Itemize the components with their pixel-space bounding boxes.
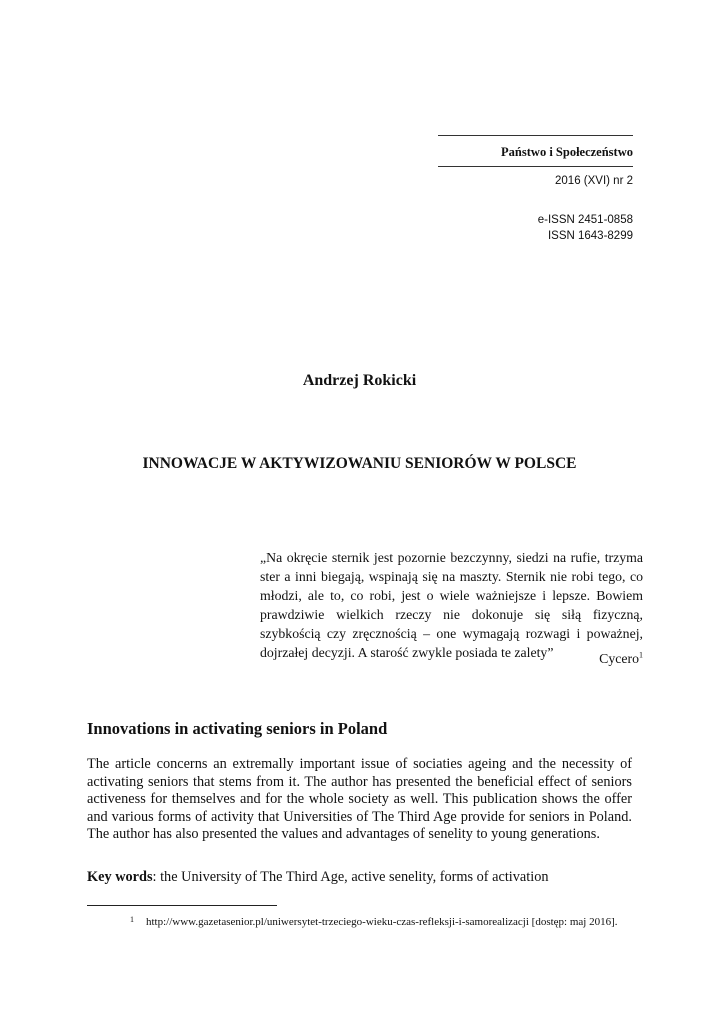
footnote-reference: 1	[639, 650, 643, 660]
english-heading: Innovations in activating seniors in Poland	[87, 719, 388, 738]
abstract-text: The article concerns an extremally important issue of sociaties ageing and the necessity of activating seniors that stems from it. The author has presented the beneficial effect of seniors activeness for themselves and for the whole society as well. This publication shows the offer and various forms of activity that Universities of The Third Age provide for seniors in Poland. The author has also presented the values and advantages of senelity to young generations.	[87, 756, 632, 842]
footnote-separator	[87, 905, 277, 906]
article-title: INNOWACJE W AKTYWIZOWANIU SENIORÓW W POLSCE	[142, 455, 577, 472]
footnote-number: 1	[130, 915, 134, 924]
keywords-text: : the University of The Third Age, active senelity, forms of activation	[152, 869, 549, 885]
footnote-text: http://www.gazetasenior.pl/uniwersytet-trzeciego-wieku-czas-refleksji-i-samorealizacji [dostęp: maj 2016].	[146, 916, 618, 928]
journal-eissn: e-ISSN 2451-0858	[537, 214, 633, 226]
keywords-label: Key words	[87, 869, 153, 885]
journal-title: Państwo i Społeczeństwo	[501, 145, 633, 159]
epigraph-attribution	[500, 651, 643, 667]
journal-volume: 2016 (XVI) nr 2	[555, 175, 633, 187]
journal-header	[438, 135, 633, 244]
footnote	[87, 911, 632, 931]
journal-bottom-rule	[438, 166, 633, 167]
keywords-line	[87, 869, 632, 887]
journal-top-rule	[438, 135, 633, 136]
epigraph-quote: „Na okręcie sternik jest pozornie bezczynny, siedzi na rufie, trzyma ster a inni biegają, wspinają się na maszty. Sternik nie robi tego, co młodzi, ale to, co robi, jest o wiele ważniejsze i lepsze. Bowiem prawdziwie wielkich rzeczy nie dokonuje się siłą fizyczną, szybkością czy zręcznością – one wymagają rozwagi i poważnej, dojrzałej decyzji. A starość zwykle posiada te zalety”	[260, 550, 643, 660]
epigraph-author: Cycero	[599, 651, 639, 666]
author-name: Andrzej Rokicki	[302, 372, 417, 389]
journal-issn: ISSN 1643-8299	[547, 230, 633, 242]
